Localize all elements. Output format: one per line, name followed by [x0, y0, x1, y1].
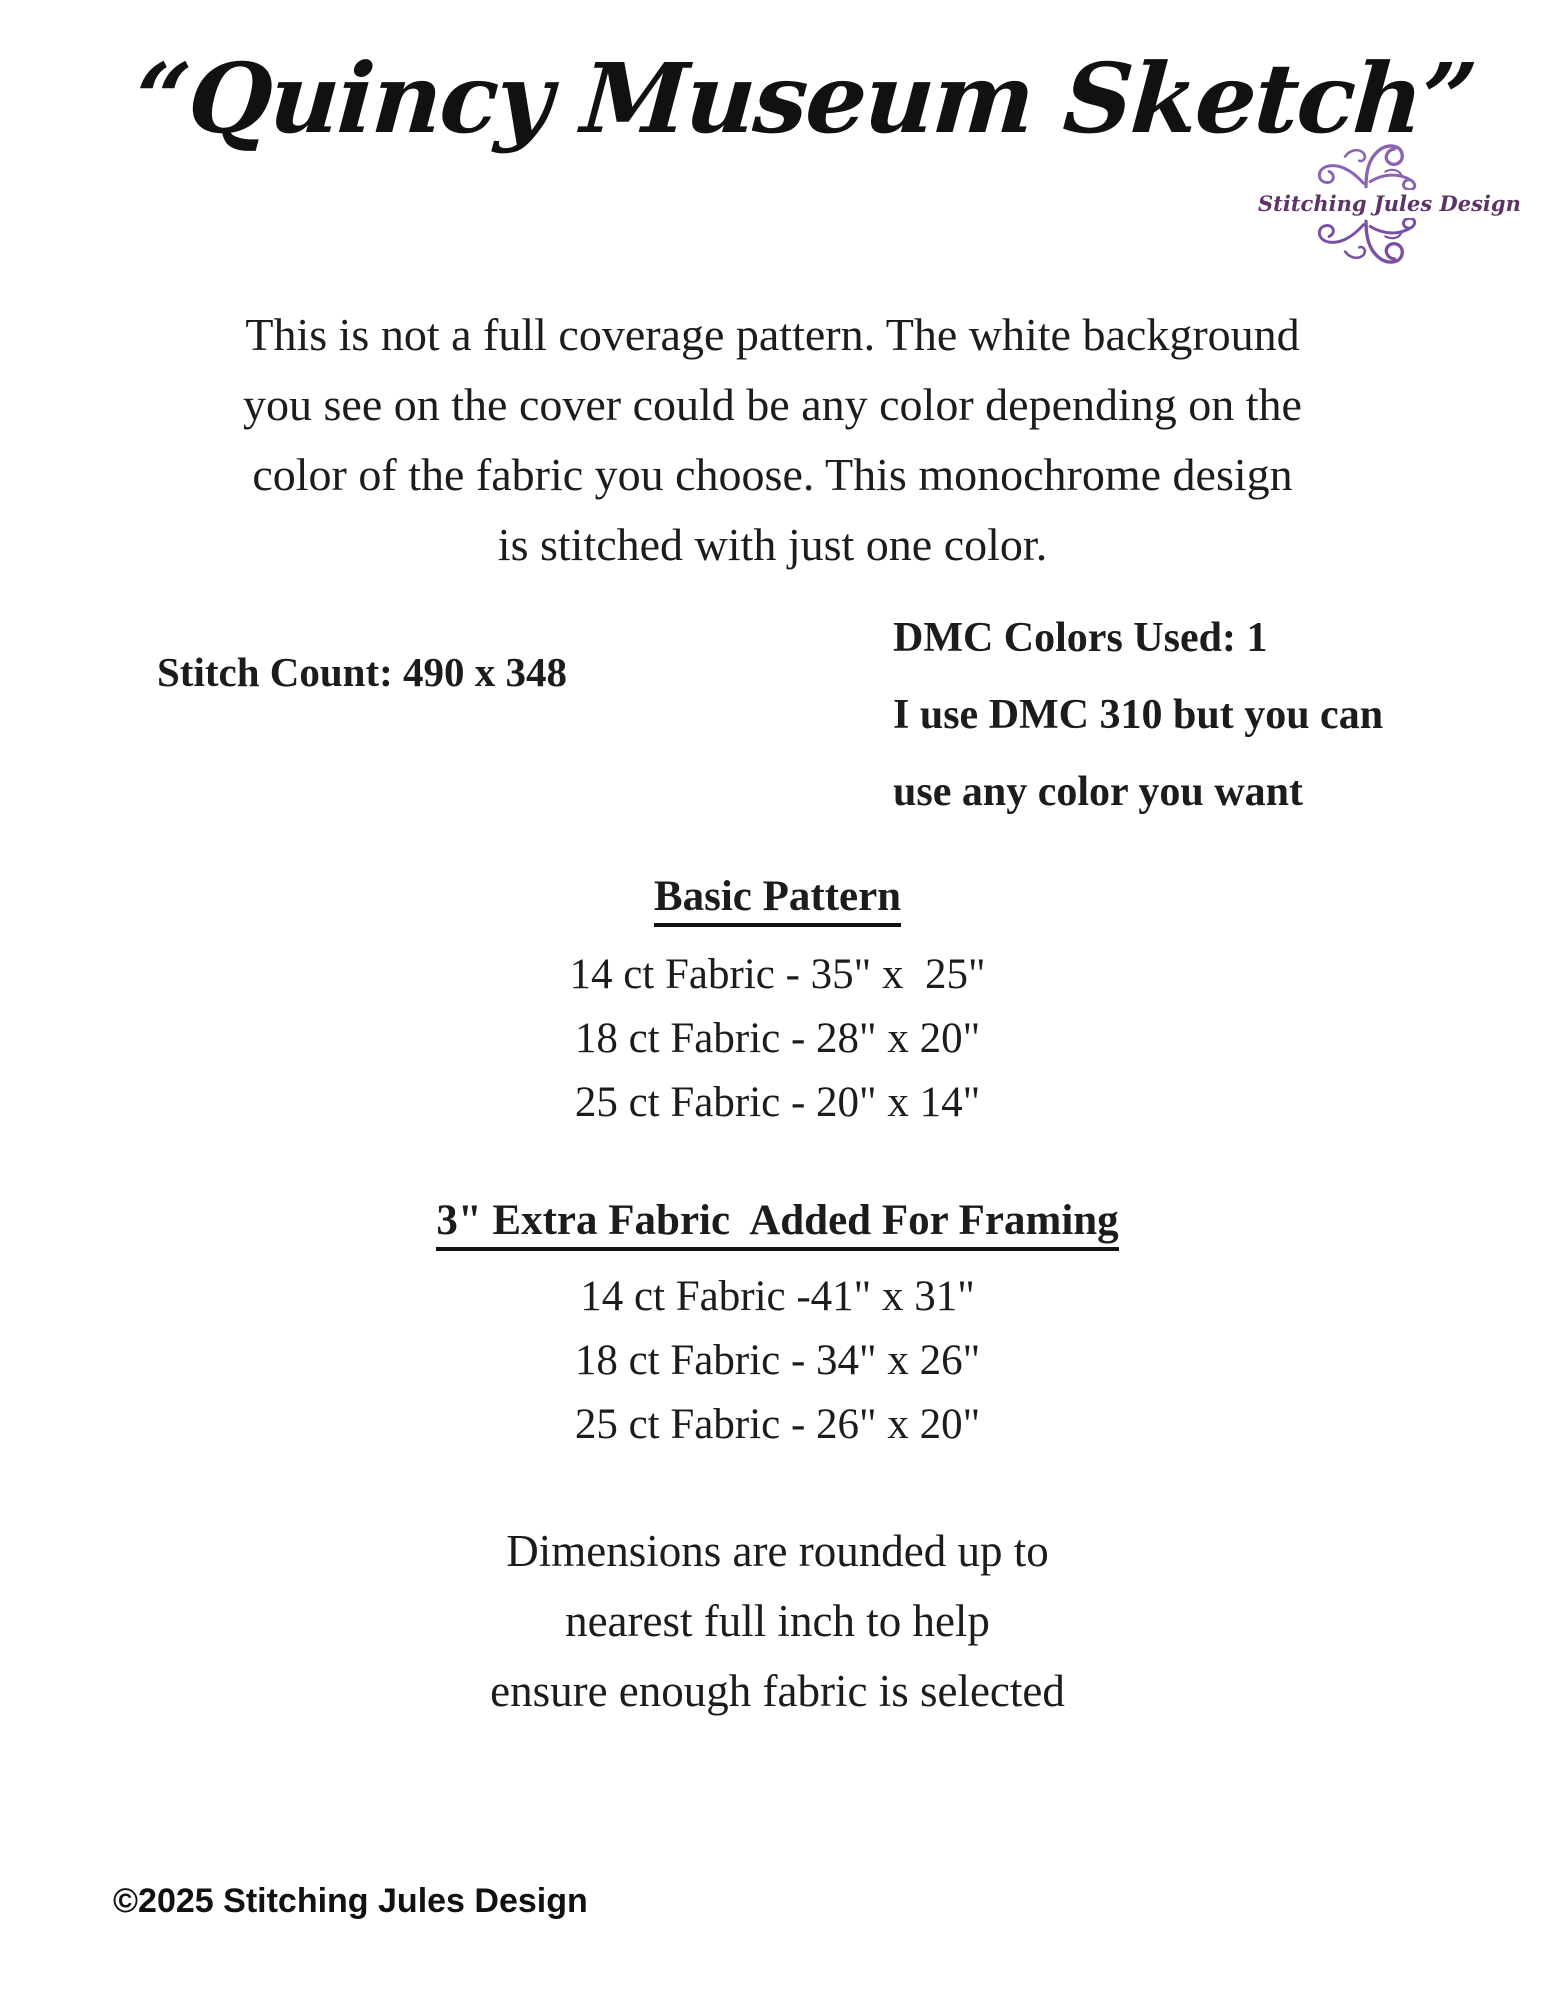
- intro-line: color of the fabric you choose. This monochrome design: [252, 449, 1293, 500]
- page-title: “Quincy Museum Sketch”: [131, 42, 1479, 155]
- intro-line: is stitched with just one color.: [497, 519, 1048, 570]
- fabric-size-line: 25 ct Fabric - 20" x 14": [574, 1079, 981, 1126]
- intro-line: This is not a full coverage pattern. The white background: [245, 309, 1300, 360]
- dimensions-note: [10, 1516, 1545, 1726]
- basic-pattern-heading: Basic Pattern: [654, 872, 901, 927]
- note-line: Dimensions are rounded up to: [506, 1526, 1049, 1576]
- dmc-colors-info: [893, 600, 1383, 831]
- note-line: ensure enough fabric is selected: [490, 1666, 1065, 1716]
- fabric-size-line: 14 ct Fabric -41" x 31": [580, 1273, 975, 1320]
- brand-logo: [1258, 138, 1521, 270]
- fabric-size-line: 14 ct Fabric - 35" x 25": [569, 951, 986, 998]
- stitch-count: Stitch Count: 490 x 348: [157, 649, 568, 695]
- copyright-footer: ©2025 Stitching Jules Design: [113, 1882, 588, 1920]
- dmc-line: I use DMC 310 but you can: [893, 692, 1384, 738]
- basic-pattern-section: [10, 872, 1545, 1135]
- intro-paragraph: [0, 300, 1545, 580]
- intro-line: you see on the cover could be any color depending on the: [243, 379, 1302, 430]
- framing-section: [10, 1196, 1545, 1457]
- dmc-line: use any color you want: [893, 769, 1303, 815]
- fabric-size-line: 25 ct Fabric - 26" x 20": [574, 1401, 981, 1448]
- flourish-ornament-icon: [1291, 218, 1441, 270]
- framing-heading: 3" Extra Fabric Added For Framing: [436, 1196, 1118, 1251]
- fabric-size-line: 18 ct Fabric - 34" x 26": [574, 1337, 981, 1384]
- note-line: nearest full inch to help: [565, 1596, 990, 1646]
- fabric-size-line: 18 ct Fabric - 28" x 20": [574, 1015, 981, 1062]
- dmc-line: DMC Colors Used: 1: [893, 615, 1268, 661]
- brand-name: Stitching Jules Design: [1258, 191, 1521, 216]
- flourish-ornament-icon: [1291, 138, 1441, 190]
